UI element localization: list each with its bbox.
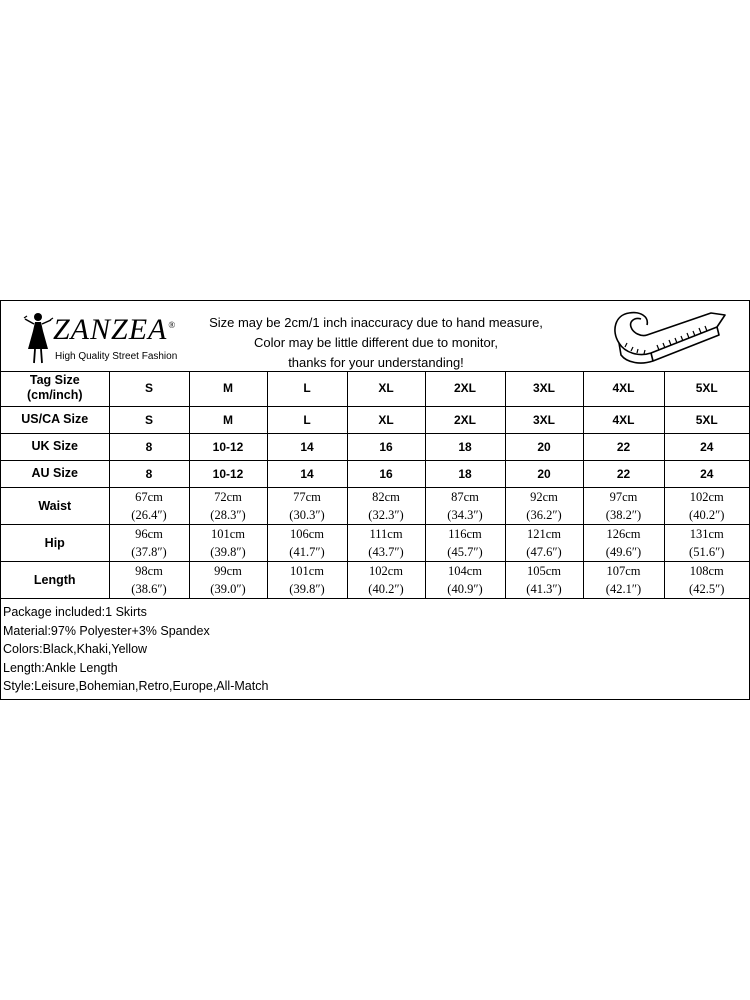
- cm-value: 96cm: [135, 526, 163, 541]
- size-cell: 20: [505, 460, 583, 487]
- size-table: [1, 371, 749, 599]
- brand-tagline: High Quality Street Fashion: [55, 351, 178, 362]
- size-cell: 10-12: [189, 433, 267, 460]
- size-cell: 3XL: [505, 371, 583, 406]
- cm-value: 99cm: [214, 563, 242, 578]
- cm-value: 126cm: [606, 526, 641, 541]
- inch-value: (49.6″): [605, 544, 642, 559]
- size-cell: M: [189, 371, 267, 406]
- size-cell: 2XL: [425, 371, 505, 406]
- inch-value: (47.6″): [526, 544, 562, 559]
- measurement-cell: [664, 561, 749, 598]
- registered-mark: ®: [168, 320, 177, 330]
- inch-value: (28.3″): [210, 507, 246, 522]
- woman-silhouette-icon: [21, 309, 55, 365]
- row-header: AU Size: [1, 460, 109, 487]
- size-cell: L: [267, 406, 347, 433]
- measurement-cell: [267, 561, 347, 598]
- cm-value: 101cm: [210, 526, 246, 541]
- size-cell: 14: [267, 433, 347, 460]
- measurement-cell: [583, 561, 664, 598]
- measurement-cell: [583, 487, 664, 524]
- size-row: [1, 433, 749, 460]
- size-cell: 16: [347, 433, 425, 460]
- size-cell: 5XL: [664, 406, 749, 433]
- cm-value: 98cm: [135, 563, 163, 578]
- measurement-cell: [425, 487, 505, 524]
- measuring-tape-icon: [607, 303, 727, 369]
- info-line: Length:Ankle Length: [3, 660, 118, 675]
- cm-value: 97cm: [609, 489, 638, 504]
- row-header: Tag Size (cm/inch): [1, 371, 109, 406]
- measurement-cell: [189, 487, 267, 524]
- size-cell: 2XL: [425, 406, 505, 433]
- chart-header: [1, 301, 749, 372]
- inch-value: (32.3″): [368, 507, 404, 522]
- brand-name: ZANZEA: [53, 313, 168, 346]
- cm-value: 82cm: [372, 489, 400, 504]
- inch-value: (38.2″): [605, 507, 642, 522]
- measurement-cell: [425, 561, 505, 598]
- measurement-notice: [196, 313, 556, 373]
- size-chart: [0, 300, 750, 700]
- size-cell: L: [267, 371, 347, 406]
- measurement-cell: [109, 561, 189, 598]
- measurement-cell: [505, 487, 583, 524]
- cm-value: 77cm: [293, 489, 321, 504]
- inch-value: (40.2″): [689, 507, 725, 522]
- cm-value: 101cm: [289, 563, 325, 578]
- measurement-cell: [583, 524, 664, 561]
- measurement-cell: [267, 524, 347, 561]
- inch-value: (26.4″): [131, 507, 167, 522]
- inch-value: (41.7″): [289, 544, 325, 559]
- cm-value: 104cm: [447, 563, 483, 578]
- size-cell: 24: [664, 460, 749, 487]
- row-header: UK Size: [1, 433, 109, 460]
- inch-value: (39.8″): [289, 581, 325, 596]
- size-cell: 8: [109, 460, 189, 487]
- measurement-cell: [109, 524, 189, 561]
- size-cell: S: [109, 406, 189, 433]
- cm-value: 107cm: [606, 563, 641, 578]
- measurement-row: [1, 561, 749, 598]
- inch-value: (45.7″): [447, 544, 483, 559]
- size-cell: 24: [664, 433, 749, 460]
- size-cell: XL: [347, 371, 425, 406]
- inch-value: (34.3″): [447, 507, 483, 522]
- measurement-cell: [664, 524, 749, 561]
- measurement-cell: [189, 524, 267, 561]
- inch-value: (43.7″): [368, 544, 404, 559]
- measurement-cell: [109, 487, 189, 524]
- row-header: Waist: [1, 487, 109, 524]
- inch-value: (30.3″): [289, 507, 325, 522]
- cm-value: 102cm: [368, 563, 404, 578]
- measurement-cell: [505, 524, 583, 561]
- brand-logo: [21, 309, 196, 365]
- row-header: Hip: [1, 524, 109, 561]
- size-cell: 5XL: [664, 371, 749, 406]
- inch-value: (41.3″): [526, 581, 562, 596]
- notice-line: Color may be little different due to monitor,: [254, 335, 498, 350]
- size-cell: 16: [347, 460, 425, 487]
- inch-value: (40.2″): [368, 581, 404, 596]
- inch-value: (38.6″): [131, 581, 167, 596]
- size-row: [1, 406, 749, 433]
- size-cell: 4XL: [583, 371, 664, 406]
- inch-value: (39.8″): [210, 544, 246, 559]
- measurement-row: [1, 524, 749, 561]
- inch-value: (42.5″): [689, 581, 725, 596]
- measurement-row: [1, 487, 749, 524]
- size-cell: XL: [347, 406, 425, 433]
- info-line: Style:Leisure,Bohemian,Retro,Europe,All-Match: [3, 679, 269, 693]
- row-header: US/CA Size: [1, 406, 109, 433]
- size-cell: 22: [583, 433, 664, 460]
- size-row: [1, 460, 749, 487]
- info-line: Package included:1 Skirts: [3, 605, 147, 619]
- measurement-cell: [347, 487, 425, 524]
- cm-value: 116cm: [448, 526, 482, 541]
- inch-value: (40.9″): [447, 581, 483, 596]
- measurement-cell: [347, 561, 425, 598]
- size-cell: 14: [267, 460, 347, 487]
- measurement-cell: [664, 487, 749, 524]
- inch-value: (36.2″): [526, 507, 562, 522]
- measurement-cell: [505, 561, 583, 598]
- cm-value: 72cm: [214, 489, 242, 504]
- size-cell: 8: [109, 433, 189, 460]
- measurement-cell: [189, 561, 267, 598]
- inch-value: (37.8″): [131, 544, 167, 559]
- size-cell: 3XL: [505, 406, 583, 433]
- info-line: Material:97% Polyester+3% Spandex: [3, 623, 210, 638]
- measurement-cell: [347, 524, 425, 561]
- cm-value: 121cm: [526, 526, 562, 541]
- cm-value: 131cm: [689, 526, 724, 541]
- size-cell: S: [109, 371, 189, 406]
- notice-line: Size may be 2cm/1 inch inaccuracy due to hand measure,: [209, 315, 543, 330]
- cm-value: 67cm: [135, 489, 163, 504]
- cm-value: 105cm: [526, 563, 562, 578]
- size-cell: 18: [425, 460, 505, 487]
- product-info: [3, 603, 268, 696]
- cm-value: 92cm: [530, 489, 558, 504]
- size-row: [1, 371, 749, 406]
- size-cell: 10-12: [189, 460, 267, 487]
- size-cell: 18: [425, 433, 505, 460]
- size-cell: 4XL: [583, 406, 664, 433]
- cm-value: 108cm: [689, 563, 724, 578]
- size-cell: 20: [505, 433, 583, 460]
- measurement-cell: [425, 524, 505, 561]
- inch-value: (39.0″): [210, 581, 246, 596]
- size-cell: 22: [583, 460, 664, 487]
- cm-value: 106cm: [289, 526, 325, 541]
- info-line: Colors:Black,Khaki,Yellow: [3, 642, 148, 656]
- inch-value: (42.1″): [605, 581, 642, 596]
- inch-value: (51.6″): [689, 544, 725, 559]
- size-cell: M: [189, 406, 267, 433]
- notice-line: thanks for your understanding!: [288, 355, 464, 370]
- row-header: Length: [1, 561, 109, 598]
- measurement-cell: [267, 487, 347, 524]
- cm-value: 102cm: [689, 489, 724, 504]
- cm-value: 111cm: [369, 526, 403, 541]
- cm-value: 87cm: [451, 489, 479, 504]
